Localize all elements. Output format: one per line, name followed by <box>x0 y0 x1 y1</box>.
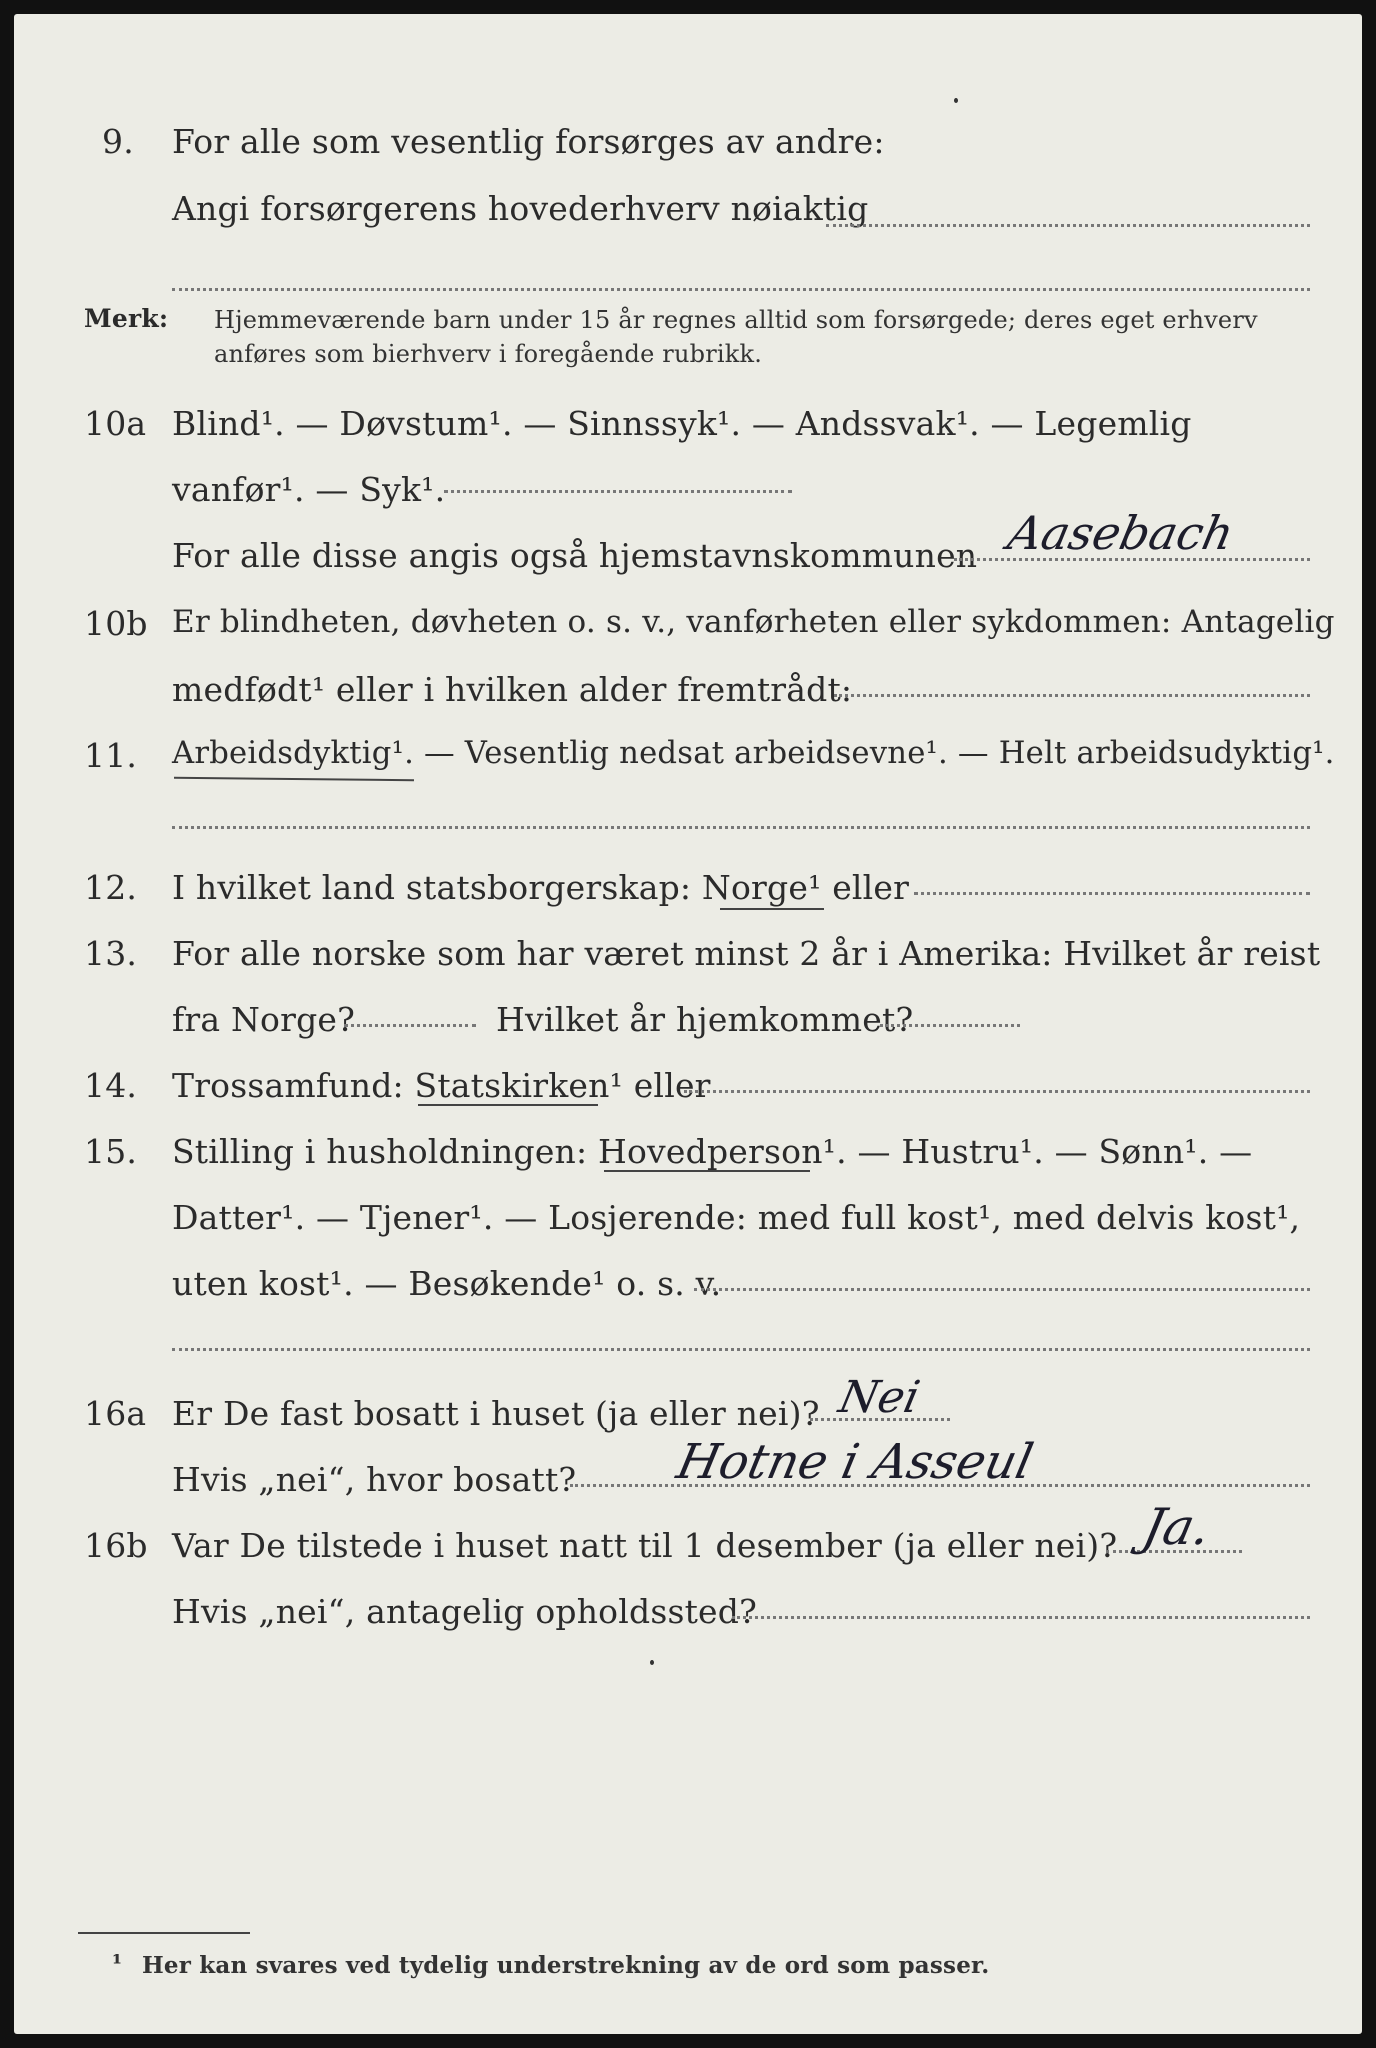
q13-line2b: Hvilket år hjemkommet? <box>496 1000 914 1039</box>
footnote-rule <box>78 1932 250 1934</box>
q16b-answer1-handwritten: Ja. <box>1137 1498 1216 1556</box>
q13-line1: For alle norske som har været minst 2 år i Amerika: Hvilket år reist <box>172 934 1321 973</box>
q10a-number: 10a <box>84 404 147 443</box>
q12-underline-norge <box>720 908 824 910</box>
q16b-line2: Hvis „nei“, antagelig opholdssted? <box>172 1592 757 1631</box>
q10b-answer-field[interactable] <box>834 694 1310 697</box>
ink-speck <box>650 1660 654 1665</box>
q15-answer-field-2[interactable] <box>172 1348 1310 1351</box>
q16b-answer-field-2[interactable] <box>732 1616 1310 1619</box>
q9-number: 9. <box>102 122 134 161</box>
q9-line2: Angi forsørgerens hovederhverv nøiaktig <box>172 189 869 228</box>
q10a-line1: Blind¹. — Døvstum¹. — Sinnssyk¹. — Andssvak¹. — Legemlig <box>172 404 1192 443</box>
q10b-line1: Er blindheten, døvheten o. s. v., vanførheten eller sykdommen: Antagelig <box>172 604 1335 640</box>
q12-answer-field[interactable] <box>914 892 1310 895</box>
q9-answer-field[interactable] <box>826 224 1310 227</box>
q13-number: 13. <box>84 934 138 973</box>
footnote-text: Her kan svares ved tydelig understrekning av de ord som passer. <box>142 1952 990 1979</box>
q12-line1: I hvilket land statsborgerskap: Norge¹ eller <box>172 868 910 907</box>
q16b-line1: Var De tilstede i huset natt til 1 desember (ja eller nei)? <box>172 1526 1118 1565</box>
q14-number: 14. <box>84 1066 138 1105</box>
merk-label: Merk: <box>84 304 169 333</box>
q15-line1: Stilling i husholdningen: Hovedperson¹. — Hustru¹. — Sønn¹. — <box>172 1132 1253 1171</box>
q15-answer-field[interactable] <box>694 1288 1310 1291</box>
q9-line1: For alle som vesentlig forsørges av andre: <box>172 122 885 161</box>
merk-line1: Hjemmeværende barn under 15 år regnes alltid som forsørgede; deres eget erhverv <box>214 306 1258 334</box>
ink-speck <box>954 98 958 103</box>
census-form-page <box>14 14 1362 2034</box>
q16a-line1: Er De fast bosatt i huset (ja eller nei)? <box>172 1394 820 1433</box>
q10a-syk-field[interactable] <box>444 490 792 493</box>
q16a-number: 16a <box>84 1394 147 1433</box>
q10a-answer-handwritten: Aasebach <box>1003 506 1239 560</box>
q10a-line3: For alle disse angis også hjemstavnskommunen <box>172 536 978 575</box>
q12-number: 12. <box>84 868 138 907</box>
q10a-line2: vanfør¹. — Syk¹. <box>172 470 446 509</box>
q15-line2: Datter¹. — Tjener¹. — Losjerende: med full kost¹, med delvis kost¹, <box>172 1198 1301 1237</box>
q14-line1: Trossamfund: Statskirken¹ eller <box>172 1066 711 1105</box>
q15-line3: uten kost¹. — Besøkende¹ o. s. v. <box>172 1264 722 1303</box>
q10b-number: 10b <box>84 604 148 643</box>
q11-line1: Arbeidsdyktig¹. — Vesentlig nedsat arbeidsevne¹. — Helt arbeidsudyktig¹. <box>172 736 1335 771</box>
q15-underline-hovedperson <box>604 1170 810 1172</box>
q11-number: 11. <box>84 736 138 775</box>
q16b-number: 16b <box>84 1526 148 1565</box>
q13-line2a: fra Norge? <box>172 1000 356 1039</box>
q10b-line2: medfødt¹ eller i hvilken alder fremtrådt: <box>172 670 853 709</box>
footnote-mark: ¹ <box>112 1950 123 1977</box>
q11-answer-field[interactable] <box>172 826 1310 829</box>
q14-answer-field[interactable] <box>684 1090 1310 1093</box>
q11-underline-arbeidsdyktig <box>174 777 414 782</box>
q13-hjemkommet-field[interactable] <box>880 1024 1020 1027</box>
q16a-line2: Hvis „nei“, hvor bosatt? <box>172 1460 577 1499</box>
q14-underline-statskirken <box>418 1104 598 1106</box>
q16a-answer1-handwritten: Nei <box>834 1372 925 1423</box>
q13-reist-field[interactable] <box>344 1024 476 1027</box>
q16a-answer2-handwritten: Hotne i Asseul <box>672 1434 1038 1490</box>
merk-line2: anføres som bierhverv i foregående rubrikk. <box>214 340 763 368</box>
q15-number: 15. <box>84 1132 138 1171</box>
q9-answer-field-2[interactable] <box>172 288 1310 291</box>
